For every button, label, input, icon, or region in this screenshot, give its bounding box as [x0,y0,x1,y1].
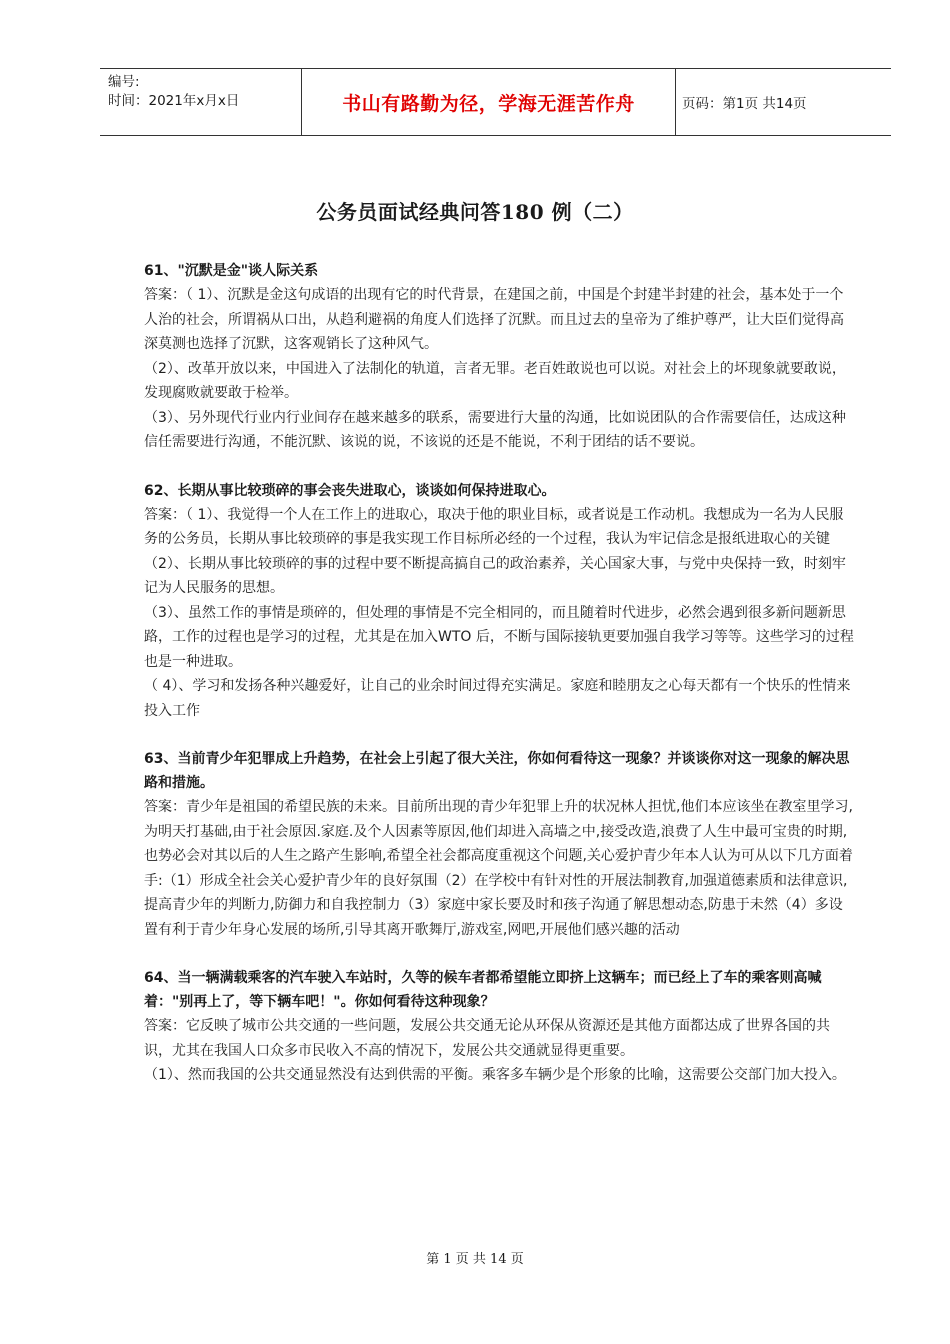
time-label: 时间：2021年x月x日 [108,93,240,109]
number-label: 编号: [108,74,140,90]
section-64 [144,966,854,1088]
document-body [144,259,854,1088]
answer-paragraph: （2）、改革开放以来，中国进入了法制化的轨道，言者无罪。老百姓敢说也可以说。对社会上的坏现象就要敢说，发现腐败就要敢于检举。 [144,360,846,401]
section-61 [144,259,854,455]
section-62 [144,479,854,724]
answer-paragraph: （2）、长期从事比较琐碎的事的过程中要不断提高搞自己的政治素养，关心国家大事，与党中央保持一致，时刻牢记为人民服务的思想。 [144,555,846,596]
page-footer: 第 1 页 共 14 页 [426,1252,524,1267]
answer-paragraph: （1）、然而我国的公共交通显然没有达到供需的平衡。乘客多车辆少是个形象的比喻，这需要公交部门加大投入。 [144,1067,846,1083]
header-page-label: 页码：第1页 共14页 [682,96,807,112]
answer-paragraph: 答案：（ 1）、沉默是金这句成语的出现有它的时代背景，在建国之前，中国是个封建半封建的社会，基本处于一个人治的社会，所谓祸从口出，从趋利避祸的角度人们选择了沉默。而且过去的皇帝为了维护尊严，让大臣们觉得高深莫测也选择了沉默，这客观销长了这种风气。 [144,287,844,352]
question-63: 63、当前青少年犯罪成上升趋势，在社会上引起了很大关注，你如何看待这一现象？并谈谈你对这一现象的解决思路和措施。 [144,751,850,791]
section-63 [144,747,854,942]
document-title: 公务员面试经典问答180 例（二） [316,200,634,224]
question-61: 61、"沉默是金"谈人际关系 [144,263,319,279]
answer-paragraph: （3）、虽然工作的事情是琐碎的，但处理的事情是不完全相同的，而且随着时代进步，必然会遇到很多新问题新思路，工作的过程也是学习的过程，尤其是在加入WTO 后，不断与国际接轨更要加强自我学习等等。这些学习的过程也是一种进取。 [144,604,854,670]
answer-paragraph: 答案：它反映了城市公共交通的一些问题，发展公共交通无论从环保从资源还是其他方面都达成了世界各国的共识，尤其在我国人口众多市民收入不高的情况下，发展公共交通就显得更重要。 [144,1018,830,1059]
document-header [100,68,891,136]
header-motto: 书山有路勤为径，学海无涯苦作舟 [302,69,676,135]
header-meta [100,69,302,135]
answer-paragraph: 答案：青少年是祖国的希望民族的未来。目前所出现的青少年犯罪上升的状况林人担忧,他们本应该坐在教室里学习,为明天打基础,由于社会原因.家庭.及个人因素等原因,他们却进入高墙之中,接受改造,浪费了人生中最可宝贵的时期,也势必会对其以后的人生之路产生影响,希望全社会都高度重视这个问题,关心爱护青少年本人认为可从以下几方面着手:（1）形成全社会关心爱护青少年的良好氛围（2）在学校中有针对性的开展法制教育,加强道德素质和法律意识,提高青少年的判断力,防御力和自我控制力（3）家庭中家长要及时和孩子沟通了解思想动态,防患于未然（4）多设置有利于青少年身心发展的场所,引导其离开歌舞厅,游戏室,网吧,开展他们感兴趣的活动 [144,799,853,938]
question-64: 64、当一辆满载乘客的汽车驶入车站时，久等的候车者都希望能立即挤上这辆车；而已经上了车的乘客则高喊着："别再上了，等下辆车吧！"。你如何看待这种现象？ [144,970,822,1010]
question-62: 62、长期从事比较琐碎的事会丧失进取心，谈谈如何保持进取心。 [144,482,556,499]
answer-paragraph: 答案：（ 1）、我觉得一个人在工作上的进取心，取决于他的职业目标，或者说是工作动机。我想成为一名为人民服务的公务员，长期从事比较琐碎的事是我实现工作目标所必经的一个过程，我认为牢记信念是报纸进取心的关键 [144,506,844,547]
answer-paragraph: （3）、另外现代行业内行业间存在越来越多的联系，需要进行大量的沟通，比如说团队的合作需要信任，达成这种信任需要进行沟通，不能沉默、该说的说，不该说的还是不能说，不利于团结的话不要说。 [144,409,846,450]
answer-paragraph: （ 4）、学习和发扬各种兴趣爱好，让自己的业余时间过得充实满足。家庭和睦朋友之心每天都有一个快乐的性情来投入工作 [144,678,851,719]
